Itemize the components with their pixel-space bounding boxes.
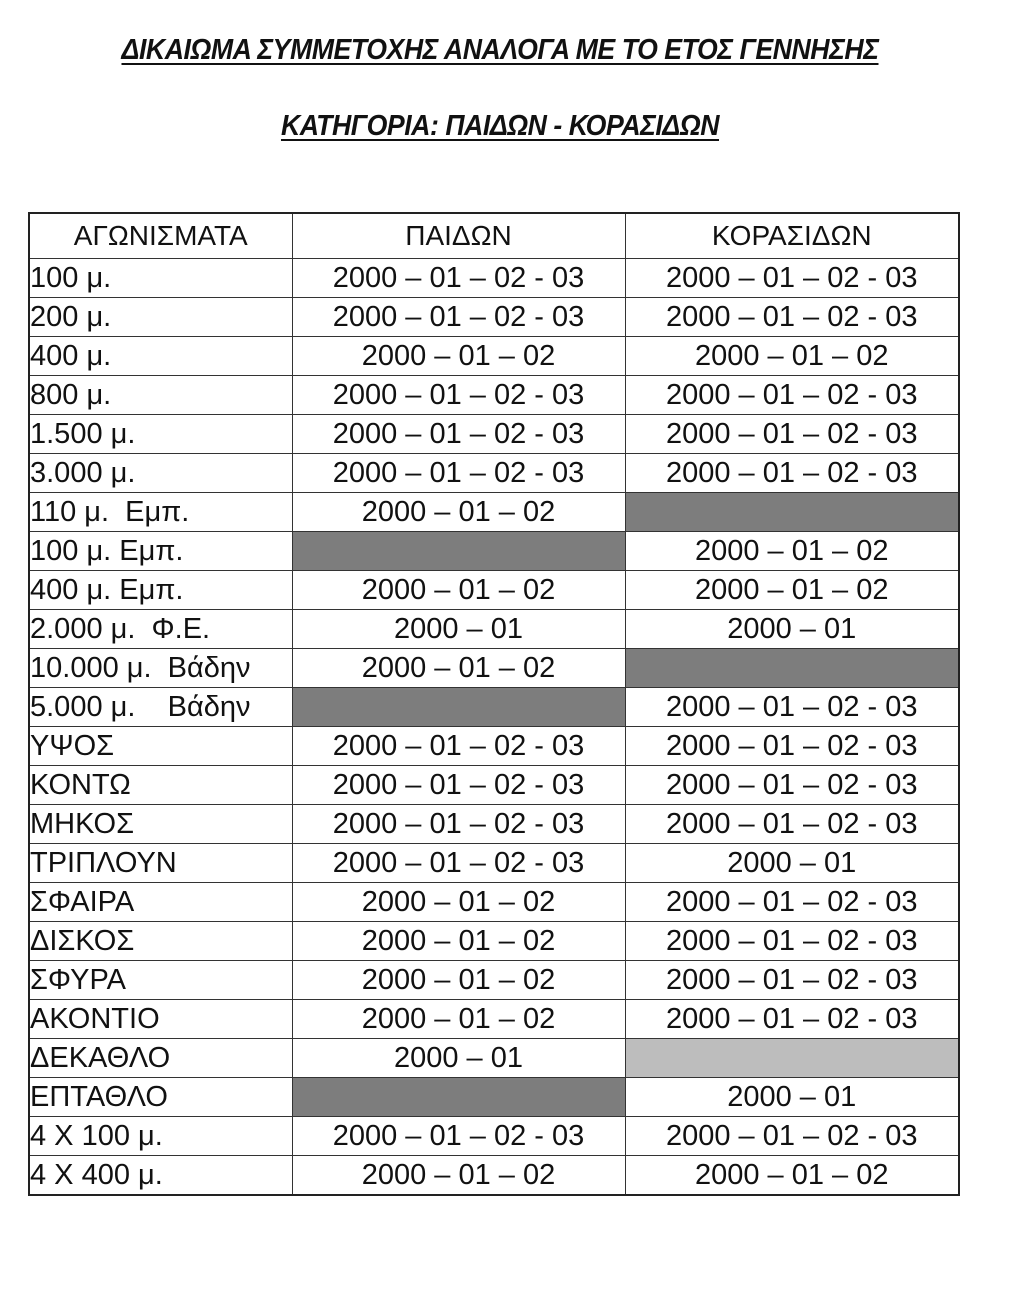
event-name-cell: ΚΟΝΤΩ bbox=[29, 766, 292, 805]
event-name-cell: 800 μ. bbox=[29, 376, 292, 415]
event-name-cell: 100 μ. Εμπ. bbox=[29, 532, 292, 571]
boys-years-cell: 2000 – 01 – 02 - 03 bbox=[292, 766, 625, 805]
table-body bbox=[29, 259, 959, 1196]
event-name-cell: 3.000 μ. bbox=[29, 454, 292, 493]
table-row bbox=[29, 961, 959, 1000]
eligibility-table bbox=[28, 212, 960, 1196]
table-row bbox=[29, 1000, 959, 1039]
column-header-girls: ΚΟΡΑΣΙΔΩΝ bbox=[625, 213, 959, 259]
event-name-cell: 400 μ. bbox=[29, 337, 292, 376]
event-name-cell: ΣΦΥΡΑ bbox=[29, 961, 292, 1000]
boys-years-cell: 2000 – 01 – 02 bbox=[292, 1156, 625, 1196]
event-name-cell: 5.000 μ. Βάδην bbox=[29, 688, 292, 727]
event-name-cell: 4 Χ 100 μ. bbox=[29, 1117, 292, 1156]
boys-not-applicable-cell bbox=[292, 532, 625, 571]
boys-years-cell: 2000 – 01 – 02 bbox=[292, 961, 625, 1000]
table-row bbox=[29, 1156, 959, 1196]
girls-years-cell: 2000 – 01 – 02 - 03 bbox=[625, 883, 959, 922]
girls-years-cell: 2000 – 01 – 02 - 03 bbox=[625, 376, 959, 415]
table-row bbox=[29, 688, 959, 727]
boys-years-cell: 2000 – 01 – 02 - 03 bbox=[292, 454, 625, 493]
event-name-cell: 100 μ. bbox=[29, 259, 292, 298]
event-name-cell: 200 μ. bbox=[29, 298, 292, 337]
boys-years-cell: 2000 – 01 – 02 bbox=[292, 337, 625, 376]
boys-not-applicable-cell bbox=[292, 688, 625, 727]
boys-years-cell: 2000 – 01 – 02 - 03 bbox=[292, 259, 625, 298]
event-name-cell: ΔΙΣΚΟΣ bbox=[29, 922, 292, 961]
table-row bbox=[29, 493, 959, 532]
girls-years-cell: 2000 – 01 – 02 - 03 bbox=[625, 805, 959, 844]
boys-years-cell: 2000 – 01 – 02 bbox=[292, 649, 625, 688]
table-row bbox=[29, 1039, 959, 1078]
table-row bbox=[29, 805, 959, 844]
event-name-cell: ΥΨΟΣ bbox=[29, 727, 292, 766]
event-name-cell: 10.000 μ. Βάδην bbox=[29, 649, 292, 688]
event-name-cell: ΔΕΚΑΘΛΟ bbox=[29, 1039, 292, 1078]
boys-years-cell: 2000 – 01 bbox=[292, 1039, 625, 1078]
table-row bbox=[29, 844, 959, 883]
column-header-events: ΑΓΩΝΙΣΜΑΤΑ bbox=[29, 213, 292, 259]
table-row bbox=[29, 415, 959, 454]
boys-years-cell: 2000 – 01 – 02 bbox=[292, 571, 625, 610]
boys-years-cell: 2000 – 01 – 02 bbox=[292, 493, 625, 532]
boys-years-cell: 2000 – 01 – 02 - 03 bbox=[292, 727, 625, 766]
event-name-cell: 1.500 μ. bbox=[29, 415, 292, 454]
girls-years-cell: 2000 – 01 – 02 - 03 bbox=[625, 961, 959, 1000]
boys-years-cell: 2000 – 01 – 02 bbox=[292, 883, 625, 922]
girls-years-cell: 2000 – 01 – 02 - 03 bbox=[625, 1117, 959, 1156]
table-header-row bbox=[29, 213, 959, 259]
table-row bbox=[29, 766, 959, 805]
girls-years-cell: 2000 – 01 – 02 - 03 bbox=[625, 922, 959, 961]
table-row bbox=[29, 922, 959, 961]
event-name-cell: 400 μ. Εμπ. bbox=[29, 571, 292, 610]
document-title: ΔΙΚΑΙΩΜΑ ΣΥΜΜΕΤΟΧΗΣ ΑΝΑΛΟΓΑ ΜΕ ΤΟ ΕΤΟΣ ΓΕΝΝΗΣΗΣ bbox=[121, 34, 879, 66]
girls-years-cell: 2000 – 01 – 02 - 03 bbox=[625, 454, 959, 493]
boys-years-cell: 2000 – 01 – 02 - 03 bbox=[292, 415, 625, 454]
boys-years-cell: 2000 – 01 – 02 bbox=[292, 922, 625, 961]
category-title: ΚΑΤΗΓΟΡΙΑ: ΠΑΙΔΩΝ - ΚΟΡΑΣΙΔΩΝ bbox=[280, 110, 720, 142]
girls-years-cell: 2000 – 01 – 02 bbox=[625, 532, 959, 571]
boys-not-applicable-cell bbox=[292, 1078, 625, 1117]
girls-years-cell: 2000 – 01 – 02 bbox=[625, 571, 959, 610]
table-row bbox=[29, 571, 959, 610]
girls-not-applicable-cell bbox=[625, 649, 959, 688]
event-name-cell: ΣΦΑΙΡΑ bbox=[29, 883, 292, 922]
table-row bbox=[29, 298, 959, 337]
girls-years-cell: 2000 – 01 – 02 - 03 bbox=[625, 766, 959, 805]
table-row bbox=[29, 337, 959, 376]
event-name-cell: 2.000 μ. Φ.Ε. bbox=[29, 610, 292, 649]
table-row bbox=[29, 532, 959, 571]
table-row bbox=[29, 883, 959, 922]
girls-not-applicable-cell bbox=[625, 1039, 959, 1078]
girls-years-cell: 2000 – 01 bbox=[625, 1078, 959, 1117]
table-row bbox=[29, 1078, 959, 1117]
table-row bbox=[29, 454, 959, 493]
event-name-cell: ΤΡΙΠΛΟΥΝ bbox=[29, 844, 292, 883]
girls-years-cell: 2000 – 01 – 02 - 03 bbox=[625, 259, 959, 298]
event-name-cell: ΜΗΚΟΣ bbox=[29, 805, 292, 844]
girls-not-applicable-cell bbox=[625, 493, 959, 532]
table-row bbox=[29, 727, 959, 766]
table-row bbox=[29, 610, 959, 649]
table-row bbox=[29, 376, 959, 415]
girls-years-cell: 2000 – 01 bbox=[625, 610, 959, 649]
girls-years-cell: 2000 – 01 – 02 bbox=[625, 337, 959, 376]
girls-years-cell: 2000 – 01 – 02 - 03 bbox=[625, 727, 959, 766]
girls-years-cell: 2000 – 01 – 02 - 03 bbox=[625, 415, 959, 454]
girls-years-cell: 2000 – 01 – 02 - 03 bbox=[625, 688, 959, 727]
event-name-cell: 110 μ. Εμπ. bbox=[29, 493, 292, 532]
boys-years-cell: 2000 – 01 – 02 - 03 bbox=[292, 298, 625, 337]
boys-years-cell: 2000 – 01 – 02 - 03 bbox=[292, 844, 625, 883]
table-row bbox=[29, 1117, 959, 1156]
boys-years-cell: 2000 – 01 bbox=[292, 610, 625, 649]
girls-years-cell: 2000 – 01 – 02 bbox=[625, 1156, 959, 1196]
event-name-cell: 4 Χ 400 μ. bbox=[29, 1156, 292, 1196]
table-row bbox=[29, 259, 959, 298]
event-name-cell: ΕΠΤΑΘΛΟ bbox=[29, 1078, 292, 1117]
column-header-boys: ΠΑΙΔΩΝ bbox=[292, 213, 625, 259]
boys-years-cell: 2000 – 01 – 02 - 03 bbox=[292, 1117, 625, 1156]
table-row bbox=[29, 649, 959, 688]
boys-years-cell: 2000 – 01 – 02 - 03 bbox=[292, 805, 625, 844]
event-name-cell: ΑΚΟΝΤΙΟ bbox=[29, 1000, 292, 1039]
boys-years-cell: 2000 – 01 – 02 bbox=[292, 1000, 625, 1039]
girls-years-cell: 2000 – 01 – 02 - 03 bbox=[625, 1000, 959, 1039]
girls-years-cell: 2000 – 01 – 02 - 03 bbox=[625, 298, 959, 337]
boys-years-cell: 2000 – 01 – 02 - 03 bbox=[292, 376, 625, 415]
girls-years-cell: 2000 – 01 bbox=[625, 844, 959, 883]
